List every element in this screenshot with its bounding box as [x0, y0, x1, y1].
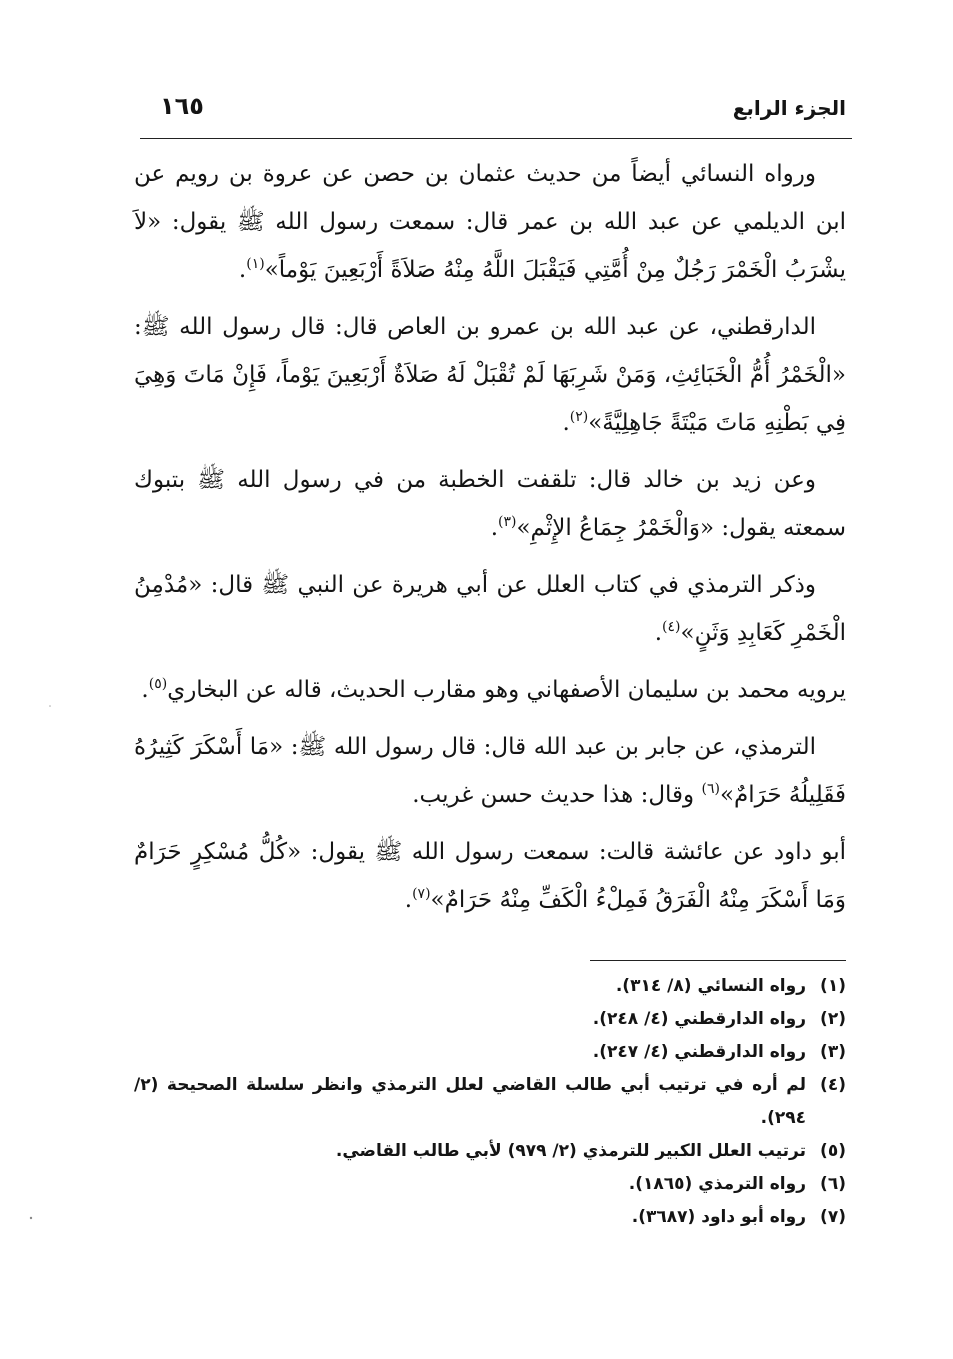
footnote-text: رواه الدارقطني (٤/ ٢٤٨).: [592, 1009, 806, 1029]
footnote-ref: (٧): [412, 886, 431, 902]
footnote: [134, 1135, 846, 1168]
footnote: [134, 970, 846, 1003]
paragraph: [134, 561, 846, 657]
paragraph: [134, 723, 846, 819]
footnote-ref: (٦): [701, 781, 720, 797]
paragraph: [134, 828, 846, 924]
paragraph: [134, 303, 846, 447]
paragraph-tail: .: [141, 677, 149, 703]
footnote: [134, 1201, 846, 1234]
paragraph-text: ورواه النسائي أيضاً من حديث عثمان بن حصن عن عروة بن رويم عن ابن الديلمي عن عبد الله بن عمر قال: سمعت رسول الله ﷺ يقول: «لاَ يشْرَبُ الْخَمْرَ رَجُلٌ مِنْ أُمَّتِي فَيَقْبَلَ اللَّهُ مِنْهُ صَلاَةً أَرْبَعِينَ يَوْماً»: [134, 161, 846, 283]
paragraph: [134, 456, 846, 552]
footnote-ref: (١): [246, 256, 265, 272]
footnote-text: ترتيب العلل الكبير للترمذي (٢/ ٩٧٩) لأبي طالب القاضي.: [335, 1141, 806, 1161]
footnote-ref: (٢): [569, 409, 589, 425]
footnote-number: (٥): [820, 1141, 846, 1161]
footnote-text: رواه أبو داود (٣٦٨٧).: [631, 1207, 806, 1227]
paragraph-text: الدارقطني، عن عبد الله بن عمرو بن العاص قال: قال رسول الله ﷺ: «الْخَمْرُ أُمُّ الْخَبَائِثِ، وَمَنْ شَرِبَهَا لَمْ تُقْبَلْ لَهُ صَلاَةٌ أَرْبَعِينَ يَوْماً، فَإِنْ مَاتَ وَهِيَ فِي بَطْنِهِ مَاتَ مَيْتَةً جَاهِلِيَّةً»: [134, 314, 846, 436]
paragraph-tail: .: [654, 620, 663, 646]
footnote-text: رواه الدارقطني (٤/ ٢٤٧).: [592, 1042, 806, 1062]
page-number: ١٦٥: [160, 92, 204, 120]
paragraph-tail: .: [490, 515, 499, 541]
paragraph-tail: .: [562, 410, 570, 436]
footnote: [134, 1168, 846, 1201]
header-divider: [140, 138, 852, 139]
footnote-number: (٣): [820, 1042, 846, 1062]
paragraph-text: يرويه محمد بن سليمان الأصفهاني وهو مقارب الحديث، قاله عن البخاري: [167, 677, 846, 703]
footnote-number: (٦): [820, 1174, 846, 1194]
footnote-ref: (٣): [498, 514, 517, 530]
footnote-divider: [590, 960, 846, 961]
footnotes: [134, 970, 846, 1234]
footnote: [134, 1069, 846, 1135]
paragraph-text: وذكر الترمذي في كتاب العلل عن أبي هريرة عن النبي ﷺ قال: «مُدْمِنُ الْخَمْرِ كَعَابِدِ وَثَنٍ»: [134, 572, 846, 646]
volume-title: الجزء الرابع: [732, 96, 846, 120]
footnote-number: (٤): [820, 1075, 846, 1095]
footnote-text: رواه الترمذي (١٨٦٥).: [628, 1174, 806, 1194]
footnote-number: (٢): [820, 1009, 846, 1029]
scan-speck: [30, 1217, 32, 1219]
footnote-number: (١): [820, 976, 846, 996]
paragraph-text: وعن زيد بن خالد قال: تلقفت الخطبة من في رسول الله ﷺ بتبوك سمعته يقول: «وَالْخَمْرُ جِمَاعُ الإِثْمِ»: [134, 467, 846, 541]
main-text: [134, 150, 846, 933]
paragraph-text: الترمذي، عن جابر بن عبد الله قال: قال رسول الله ﷺ: «مَا أَسْكَرَ كَثِيرُهُ فَقَلِيلُهُ حَرَامٌ»: [134, 734, 846, 808]
running-header: [140, 92, 852, 136]
footnote-number: (٧): [820, 1207, 846, 1227]
footnote-ref: (٥): [148, 676, 168, 692]
paragraph-text: أبو داود عن عائشة قالت: سمعت رسول الله ﷺ يقول: «كُلُّ مُسْكِرٍ حَرَامٌ وَمَا أَسْكَرَ مِنْهُ الْفَرَقُ فَمِلْءُ الْكَفِّ مِنْهُ حَرَامٌ»: [134, 839, 846, 913]
footnote: [134, 1003, 846, 1036]
footnote-text: رواه النسائي (٨/ ٣١٤).: [615, 976, 806, 996]
paragraph: [134, 666, 846, 714]
paragraph: [134, 150, 846, 294]
scan-speck: [49, 705, 51, 707]
footnote-text: لم أره في ترتيب أبي طالب القاضي لعلل الترمذي وانظر سلسلة الصحيحة (٢/ ٢٩٤).: [134, 1075, 806, 1128]
footnote: [134, 1036, 846, 1069]
footnote-ref: (٤): [662, 619, 681, 635]
paragraph-tail: .: [404, 887, 413, 913]
paragraph-tail: .: [238, 257, 247, 283]
paragraph-tail: وقال: هذا حديث حسن غريب.: [412, 782, 702, 808]
